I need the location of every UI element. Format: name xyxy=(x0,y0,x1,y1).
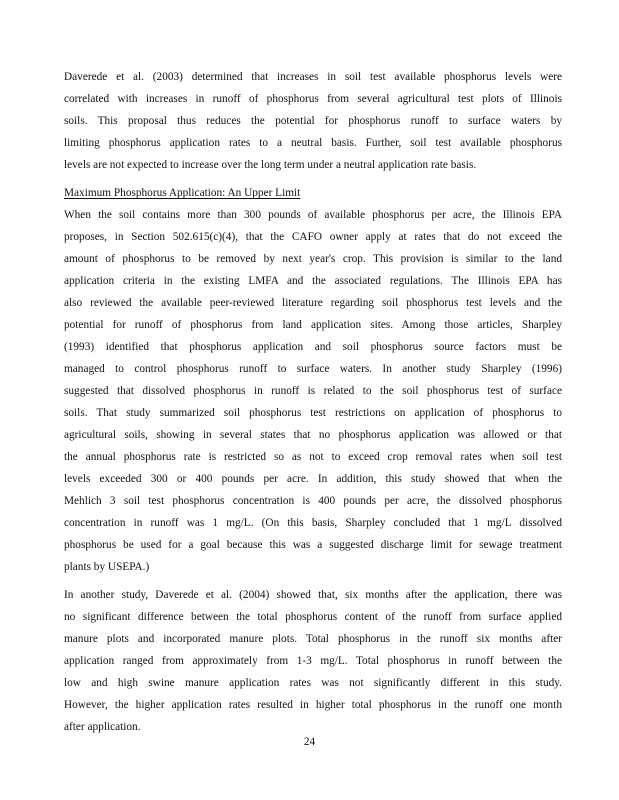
text-line: Daverede et al. (2003) determined that increases in soil test available phosphorus levels were xyxy=(64,71,562,83)
paragraph-2 xyxy=(64,182,562,578)
text-line: levels exceeded 300 or 400 pounds per acre. In addition, this study showed that when the xyxy=(64,473,562,485)
text-line: managed to control phosphorus runoff to surface waters. In another study Sharpley (1996) xyxy=(64,363,562,375)
page-number: 24 xyxy=(303,736,316,748)
text-line: also reviewed the available peer-reviewed literature regarding soil phosphorus test levels and the xyxy=(64,297,562,309)
text-line: plants by USEPA.) xyxy=(64,561,150,573)
text-line: limiting phosphorus application rates to a neutral basis. Further, soil test available phosphorus xyxy=(64,137,562,149)
document-page xyxy=(64,66,562,738)
text-line: soils. This proposal thus reduces the potential for phosphorus runoff to surface waters by xyxy=(64,115,562,127)
text-line: after application. xyxy=(64,721,141,733)
section-heading: Maximum Phosphorus Application: An Upper Limit xyxy=(64,187,301,199)
text-line: soils. That study summarized soil phosphorus test restrictions on application of phosphorus to xyxy=(64,407,562,419)
paragraph-1 xyxy=(64,66,562,176)
text-line: When the soil contains more than 300 pounds of available phosphorus per acre, the Illinois EPA xyxy=(64,209,562,221)
text-line: manure plots and incorporated manure plots. Total phosphorus in the runoff six months after xyxy=(64,633,562,645)
text-line: no significant difference between the total phosphorus content of the runoff from surface applied xyxy=(64,611,562,623)
text-line: proposes, in Section 502.615(c)(4), that the CAFO owner apply at rates that do not exceed the xyxy=(64,231,562,243)
text-line: levels are not expected to increase over the long term under a neutral application rate basis. xyxy=(64,159,477,171)
text-line: suggested that dissolved phosphorus in runoff is related to the soil phosphorus test of surface xyxy=(64,385,562,397)
paragraph-3 xyxy=(64,584,562,738)
text-line: In another study, Daverede et al. (2004) showed that, six months after the application, there was xyxy=(64,589,562,601)
text-line: correlated with increases in runoff of phosphorus from several agricultural test plots of Illinois xyxy=(64,93,562,105)
text-line: concentration in runoff was 1 mg/L. (On this basis, Sharpley concluded that 1 mg/L dissolved xyxy=(64,517,562,529)
text-line: agricultural soils, showing in several states that no phosphorus application was allowed or that xyxy=(64,429,562,441)
text-line: low and high swine manure application rates was not significantly different in this study. xyxy=(64,677,562,689)
text-line: Mehlich 3 soil test phosphorus concentration is 400 pounds per acre, the dissolved phosphorus xyxy=(64,495,562,507)
text-line: phosphorus be used for a goal because this was a suggested discharge limit for sewage treatment xyxy=(64,539,562,551)
text-line: amount of phosphorus to be removed by next year's crop. This provision is similar to the land xyxy=(64,253,562,265)
text-line: (1993) identified that phosphorus application and soil phosphorus source factors must be xyxy=(64,341,562,353)
text-line: However, the higher application rates resulted in higher total phosphorus in the runoff one month xyxy=(64,699,562,711)
text-line: the annual phosphorus rate is restricted so as not to exceed crop removal rates when soil test xyxy=(64,451,562,463)
text-line: potential for runoff of phosphorus from land application sites. Among those articles, Sharpley xyxy=(64,319,562,331)
text-line: application criteria in the existing LMFA and the associated regulations. The Illinois EPA has xyxy=(64,275,562,287)
text-line: application ranged from approximately from 1-3 mg/L. Total phosphorus in runoff between the xyxy=(64,655,562,667)
